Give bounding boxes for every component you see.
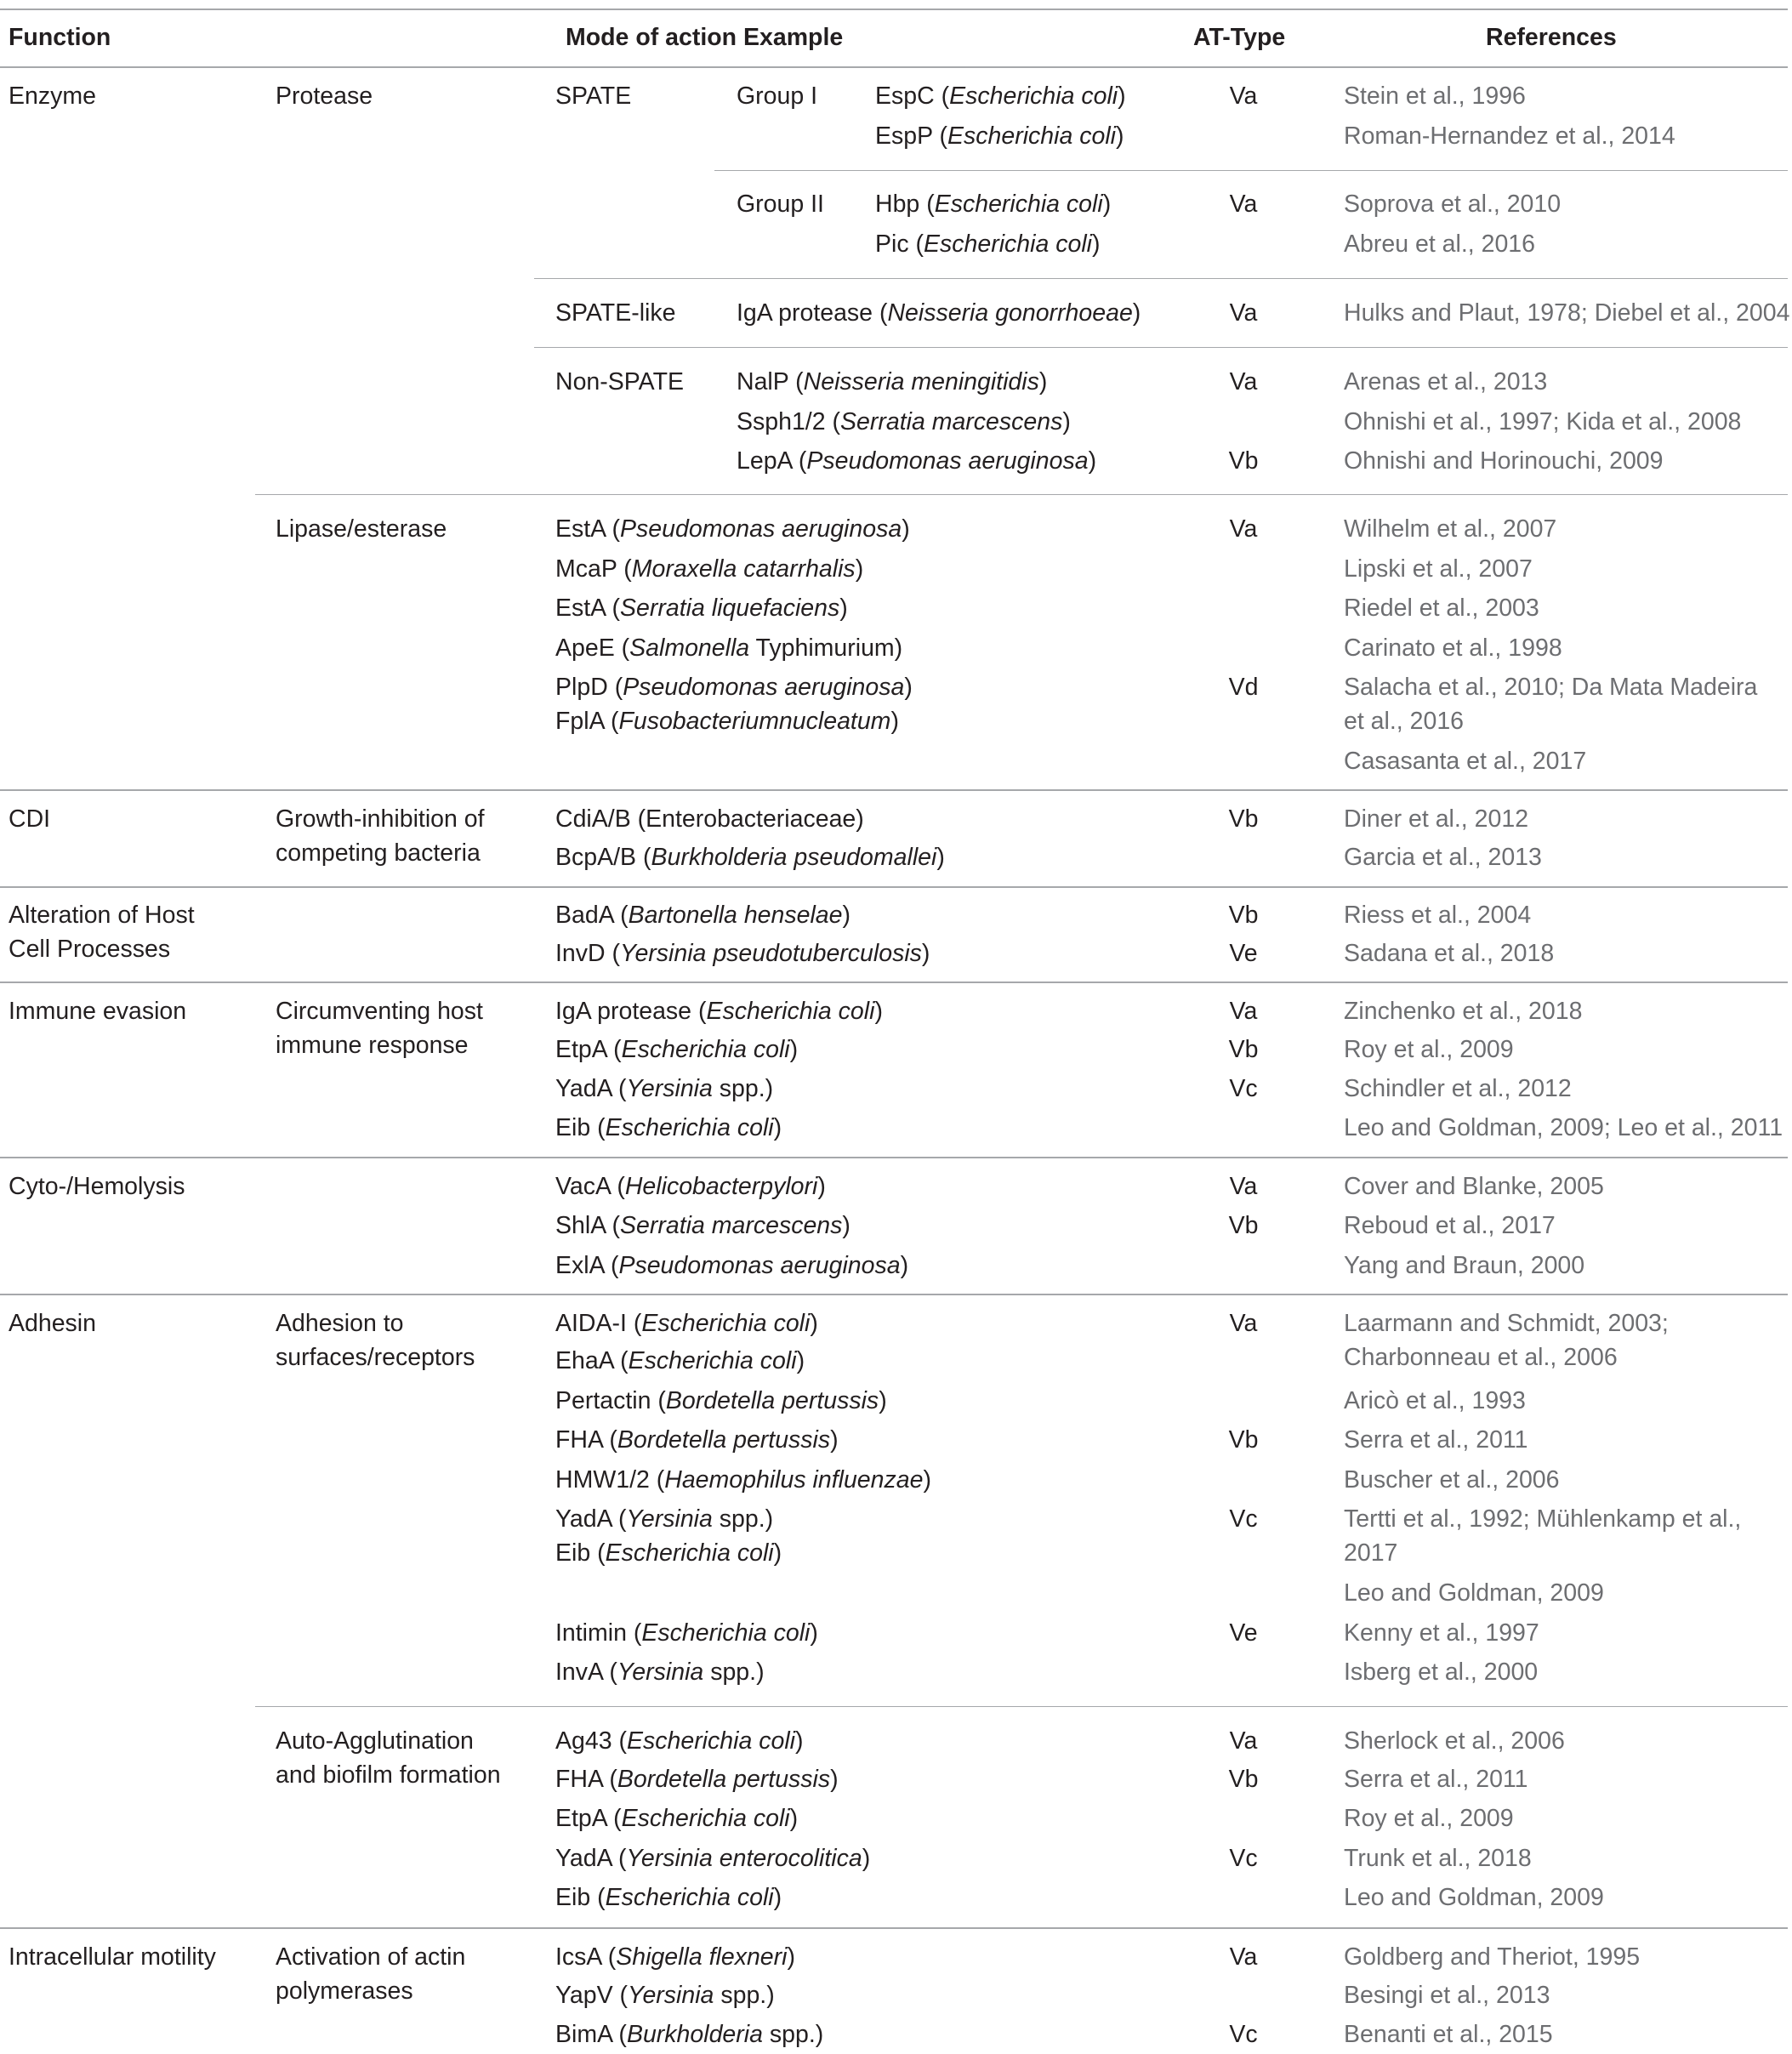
header-at-type: AT-Type — [1193, 24, 1286, 51]
mode-cell: Auto-Agglutination — [276, 1727, 474, 1755]
section-rule — [0, 789, 1788, 791]
function-cell: Adhesin — [9, 1310, 96, 1337]
example-cell: BcpA/B (Burkholderia pseudomallei) — [555, 844, 945, 871]
reference-cell: Serra et al., 2011 — [1344, 1766, 1528, 1793]
mode-cell: competing bacteria — [276, 839, 481, 867]
example-cell: EspC (Escherichia coli) — [875, 83, 1126, 110]
section-rule — [0, 1294, 1788, 1295]
example-cell: FHA (Bordetella pertussis) — [555, 1766, 839, 1793]
reference-cell: Hulks and Plaut, 1978; Diebel et al., 2004 — [1344, 299, 1790, 327]
example-cell: ExlA (Pseudomonas aeruginosa) — [555, 1252, 909, 1279]
mode-cell: Adhesion to — [276, 1310, 404, 1337]
protease-divider — [255, 494, 1788, 495]
at-type-cell: Va — [1229, 1943, 1258, 1971]
example-cell: CdiA/B (Enterobacteriaceae) — [555, 805, 864, 833]
example-cell: EtpA (Escherichia coli) — [555, 1805, 799, 1832]
mode-cell: Lipase/esterase — [276, 515, 447, 543]
at-type-cell: Va — [1229, 515, 1258, 543]
reference-cell: Lipski et al., 2007 — [1344, 555, 1533, 583]
reference-cell: Leo and Goldman, 2009 — [1344, 1579, 1604, 1607]
reference-cell: Arenas et al., 2013 — [1344, 368, 1548, 395]
mode-cell: and biofilm formation — [276, 1761, 501, 1789]
function-cell: Alteration of Host — [9, 902, 195, 929]
example-cell: YadA (Yersinia spp.) — [555, 1505, 774, 1533]
example-cell: IgA protease (Escherichia coli) — [555, 998, 883, 1025]
example-cell: ApeE (Salmonella Typhimurium) — [555, 634, 903, 662]
spate-like-divider — [534, 347, 1788, 348]
function-cell: Enzyme — [9, 83, 96, 110]
example-cell: Ssph1/2 (Serratia marcescens) — [737, 408, 1071, 435]
example-cell: EspP (Escherichia coli) — [875, 122, 1124, 150]
reference-cell: Sadana et al., 2018 — [1344, 940, 1555, 967]
example-cell: YadA (Yersinia enterocolitica) — [555, 1845, 871, 1872]
table-top-rule — [0, 9, 1788, 10]
header-references: References — [1486, 24, 1617, 51]
mode-cell: immune response — [276, 1032, 469, 1059]
subclass-cell: Non-SPATE — [555, 368, 684, 395]
reference-cell: Diner et al., 2012 — [1344, 805, 1529, 833]
example-cell: HMW1/2 (Haemophilus influenzae) — [555, 1466, 931, 1494]
group-cell: Group I — [737, 83, 818, 110]
reference-cell: Garcia et al., 2013 — [1344, 844, 1542, 871]
reference-cell: Riess et al., 2004 — [1344, 902, 1532, 929]
reference-cell: Schindler et al., 2012 — [1344, 1075, 1572, 1102]
mode-cell: Protease — [276, 83, 373, 110]
example-cell: EstA (Serratia liquefaciens) — [555, 595, 848, 622]
subclass-cell: SPATE — [555, 83, 632, 110]
at-type-cell: Vc — [1229, 1845, 1258, 1872]
reference-cell: Besingi et al., 2013 — [1344, 1982, 1550, 2009]
subclass-cell: SPATE-like — [555, 299, 676, 327]
adhesin-divider — [255, 1706, 1788, 1707]
section-rule — [0, 1927, 1788, 1929]
at-type-cell: Vb — [1228, 447, 1259, 475]
reference-cell: Reboud et al., 2017 — [1344, 1212, 1556, 1239]
at-type-cell: Vd — [1228, 674, 1259, 701]
reference-cell: Laarmann and Schmidt, 2003; — [1344, 1310, 1669, 1337]
example-cell: FHA (Bordetella pertussis) — [555, 1426, 839, 1454]
mode-cell: Circumventing host — [276, 998, 483, 1025]
reference-cell: Soprova et al., 2010 — [1344, 191, 1562, 218]
reference-cell: Roy et al., 2009 — [1344, 1036, 1514, 1063]
reference-cell: Cover and Blanke, 2005 — [1344, 1173, 1604, 1200]
at-type-cell: Vc — [1229, 2021, 1258, 2048]
function-cell: Cyto-/Hemolysis — [9, 1173, 185, 1200]
mode-cell: surfaces/receptors — [276, 1344, 475, 1371]
reference-cell: Ohnishi and Horinouchi, 2009 — [1344, 447, 1664, 475]
reference-cell: 2017 — [1344, 1539, 1398, 1567]
reference-cell: Benanti et al., 2015 — [1344, 2021, 1553, 2048]
function-cell: CDI — [9, 805, 51, 833]
spate-divider — [534, 278, 1788, 279]
header-function: Function — [9, 24, 111, 51]
reference-cell: Roy et al., 2009 — [1344, 1805, 1514, 1832]
mode-cell: polymerases — [276, 1977, 413, 2005]
reference-cell: Carinato et al., 1998 — [1344, 634, 1562, 662]
example-cell: AIDA-I (Escherichia coli) — [555, 1310, 818, 1337]
reference-cell: et al., 2016 — [1344, 708, 1465, 735]
group-divider — [714, 170, 1788, 171]
example-cell: InvD (Yersinia pseudotuberculosis) — [555, 940, 930, 967]
at-type-cell: Vb — [1228, 1766, 1259, 1793]
function-cell: Intracellular motility — [9, 1943, 216, 1971]
at-type-cell: Va — [1229, 83, 1258, 110]
example-cell: InvA (Yersinia spp.) — [555, 1659, 765, 1686]
reference-cell: Goldberg and Theriot, 1995 — [1344, 1943, 1641, 1971]
reference-cell: Trunk et al., 2018 — [1344, 1845, 1532, 1872]
group-cell: Group II — [737, 191, 824, 218]
reference-cell: Zinchenko et al., 2018 — [1344, 998, 1583, 1025]
reference-cell: Ohnishi et al., 1997; Kida et al., 2008 — [1344, 408, 1742, 435]
example-cell: YadA (Yersinia spp.) — [555, 1075, 774, 1102]
example-cell: EhaA (Escherichia coli) — [555, 1347, 805, 1374]
example-cell: Eib (Escherichia coli) — [555, 1539, 782, 1567]
at-type-cell: Vc — [1229, 1075, 1258, 1102]
at-type-cell: Ve — [1229, 1619, 1258, 1647]
reference-cell: Leo and Goldman, 2009 — [1344, 1884, 1604, 1911]
header-rule — [0, 66, 1788, 68]
at-type-cell: Va — [1229, 1173, 1258, 1200]
example-cell: BadA (Bartonella henselae) — [555, 902, 850, 929]
at-type-cell: Va — [1229, 1310, 1258, 1337]
example-cell: PlpD (Pseudomonas aeruginosa) — [555, 674, 913, 701]
example-cell: FplA (Fusobacteriumnucleatum) — [555, 708, 899, 735]
reference-cell: Aricò et al., 1993 — [1344, 1387, 1526, 1414]
example-cell: VacA (Helicobacterpylori) — [555, 1173, 826, 1200]
function-cell: Cell Processes — [9, 936, 171, 963]
reference-cell: Salacha et al., 2010; Da Mata Madeira — [1344, 674, 1758, 701]
section-rule — [0, 886, 1788, 888]
at-type-cell: Va — [1229, 299, 1258, 327]
reference-cell: Tertti et al., 1992; Mühlenkamp et al., — [1344, 1505, 1742, 1533]
header-mode-example: Mode of action Example — [566, 24, 844, 51]
example-cell: Intimin (Escherichia coli) — [555, 1619, 818, 1647]
example-cell: BimA (Burkholderia spp.) — [555, 2021, 824, 2048]
reference-cell: Leo and Goldman, 2009; Leo et al., 2011 — [1344, 1114, 1783, 1141]
at-type-cell: Vb — [1228, 1426, 1259, 1454]
example-cell: Pic (Escherichia coli) — [875, 230, 1101, 258]
at-type-cell: Vb — [1228, 1036, 1259, 1063]
example-cell: EstA (Pseudomonas aeruginosa) — [555, 515, 910, 543]
reference-cell: Kenny et al., 1997 — [1344, 1619, 1539, 1647]
reference-cell: Riedel et al., 2003 — [1344, 595, 1539, 622]
reference-cell: Roman-Hernandez et al., 2014 — [1344, 122, 1675, 150]
reference-cell: Buscher et al., 2006 — [1344, 1466, 1560, 1494]
example-cell: Eib (Escherichia coli) — [555, 1114, 782, 1141]
example-cell: EtpA (Escherichia coli) — [555, 1036, 799, 1063]
example-cell: LepA (Pseudomonas aeruginosa) — [737, 447, 1097, 475]
at-type-cell: Vb — [1228, 1212, 1259, 1239]
example-cell: IgA protease (Neisseria gonorrhoeae) — [737, 299, 1141, 327]
reference-cell: Stein et al., 1996 — [1344, 83, 1526, 110]
mode-cell: Activation of actin — [276, 1943, 466, 1971]
at-type-cell: Vb — [1228, 805, 1259, 833]
reference-cell: Serra et al., 2011 — [1344, 1426, 1528, 1454]
reference-cell: Sherlock et al., 2006 — [1344, 1727, 1565, 1755]
at-type-cell: Va — [1229, 368, 1258, 395]
example-cell: IcsA (Shigella flexneri) — [555, 1943, 795, 1971]
example-cell: Pertactin (Bordetella pertussis) — [555, 1387, 887, 1414]
example-cell: YapV (Yersinia spp.) — [555, 1982, 775, 2009]
reference-cell: Abreu et al., 2016 — [1344, 230, 1535, 258]
mode-cell: Growth-inhibition of — [276, 805, 485, 833]
section-rule — [0, 981, 1788, 983]
reference-cell: Casasanta et al., 2017 — [1344, 748, 1587, 775]
at-type-cell: Va — [1229, 998, 1258, 1025]
at-type-cell: Va — [1229, 1727, 1258, 1755]
function-cell: Immune evasion — [9, 998, 187, 1025]
at-type-cell: Vc — [1229, 1505, 1258, 1533]
example-cell: Eib (Escherichia coli) — [555, 1884, 782, 1911]
at-type-cell: Ve — [1229, 940, 1258, 967]
example-cell: Hbp (Escherichia coli) — [875, 191, 1112, 218]
at-type-cell: Va — [1229, 191, 1258, 218]
reference-cell: Charbonneau et al., 2006 — [1344, 1344, 1618, 1371]
at-type-cell: Vb — [1228, 902, 1259, 929]
example-cell: Ag43 (Escherichia coli) — [555, 1727, 804, 1755]
reference-cell: Wilhelm et al., 2007 — [1344, 515, 1557, 543]
example-cell: ShlA (Serratia marcescens) — [555, 1212, 850, 1239]
reference-cell: Isberg et al., 2000 — [1344, 1659, 1539, 1686]
reference-cell: Yang and Braun, 2000 — [1344, 1252, 1585, 1279]
example-cell: McaP (Moraxella catarrhalis) — [555, 555, 864, 583]
example-cell: NalP (Neisseria meningitidis) — [737, 368, 1048, 395]
section-rule — [0, 1157, 1788, 1158]
